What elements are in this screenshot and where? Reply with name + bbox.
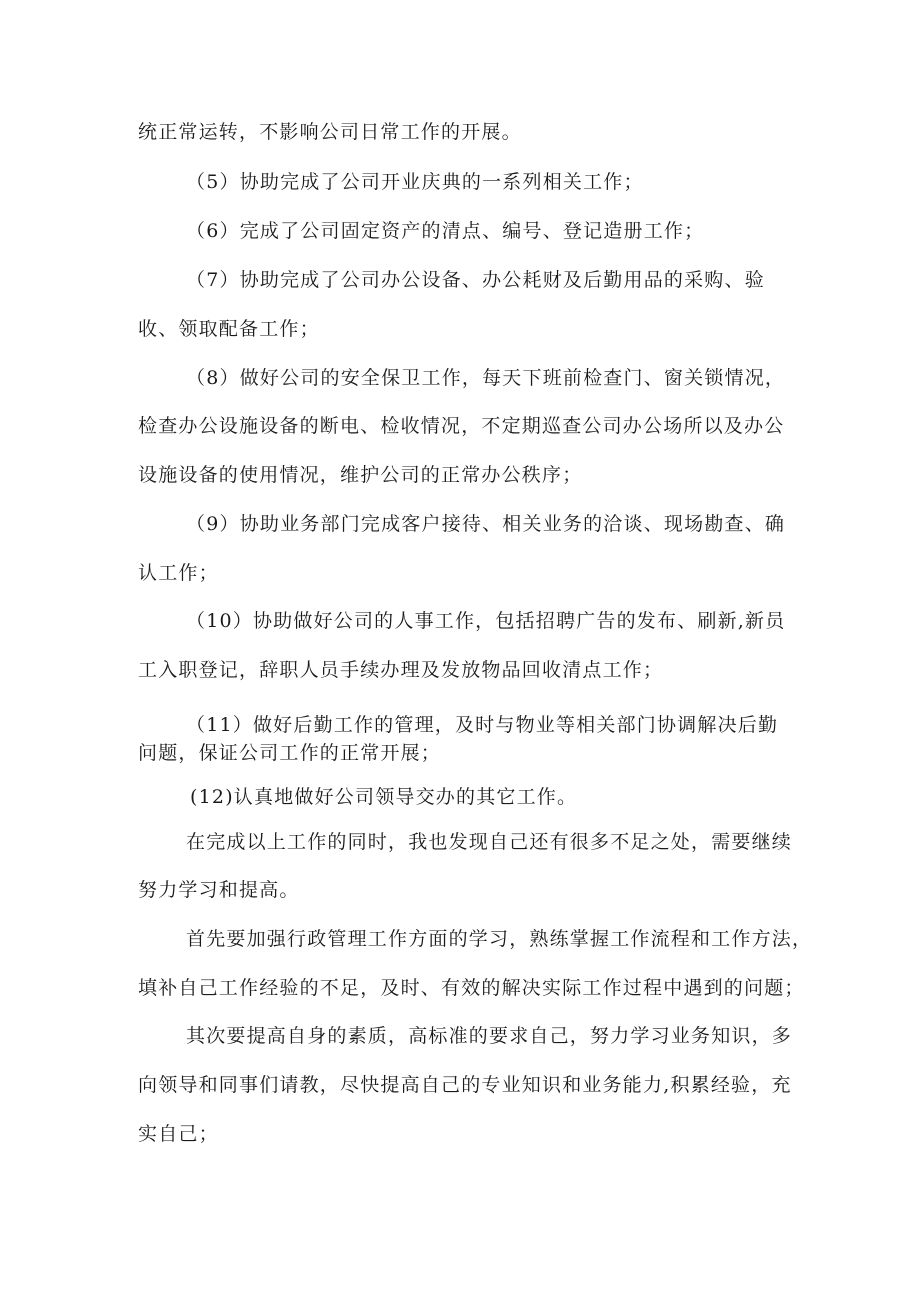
text-line: 统正常运转，不影响公司日常工作的开展。 [138, 121, 522, 143]
text-line: （8）做好公司的安全保卫工作，每天下班前检查门、窗关锁情况， [186, 367, 786, 389]
text-line: 检查办公设施设备的断电、检收情况，不定期巡查公司办公场所以及办公 [138, 415, 785, 437]
text-line: 实自己； [138, 1123, 219, 1145]
text-line: （11）做好后勤工作的管理，及时与物业等相关部门协调解决后勤 [186, 714, 779, 736]
text-line: (12)认真地做好公司领导交办的其它工作。 [190, 786, 578, 808]
text-line: 向领导和同事们请教，尽快提高自己的专业知识和业务能力,积累经验，充 [138, 1074, 792, 1096]
text-line: 努力学习和提高。 [138, 879, 300, 901]
text-line: 首先要加强行政管理工作方面的学习，熟练掌握工作流程和工作方法， [186, 928, 813, 950]
text-line: 设施设备的使用情况，维护公司的正常办公秩序； [138, 464, 583, 486]
text-line: （6）完成了公司固定资产的清点、编号、登记造册工作； [186, 220, 705, 242]
text-line: 在完成以上工作的同时，我也发现自己还有很多不足之处，需要继续 [186, 831, 793, 853]
text-line: 工入职登记，辞职人员手续办理及发放物品回收清点工作； [138, 659, 664, 681]
text-line: （7）协助完成了公司办公设备、办公耗财及后勤用品的采购、验 [186, 269, 765, 291]
text-line: 其次要提高自身的素质，高标准的要求自己，努力学习业务知识，多 [186, 1025, 793, 1047]
text-line: （5）协助完成了公司开业庆典的一系列相关工作； [186, 171, 644, 193]
text-line: 认工作； [138, 562, 219, 584]
text-line: （9）协助业务部门完成客户接待、相关业务的洽谈、现场勘查、确 [186, 513, 786, 535]
text-line: （10）协助做好公司的人事工作，包括招聘广告的发布、刷新,新员 [186, 610, 786, 632]
text-line: 收、领取配备工作； [138, 318, 320, 340]
text-line: 填补自己工作经验的不足，及时、有效的解决实际工作过程中遇到的问题； [138, 977, 805, 999]
text-line: 问题，保证公司工作的正常开展； [138, 742, 442, 764]
